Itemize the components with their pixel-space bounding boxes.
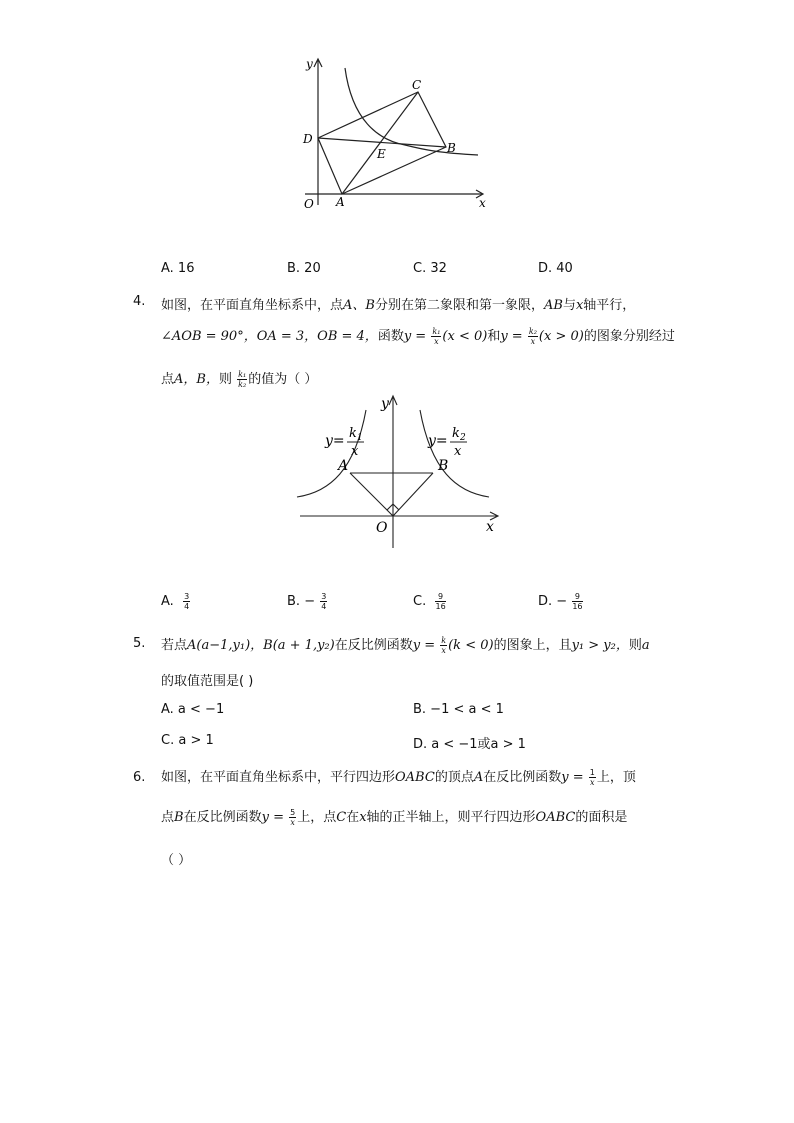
q4-option-d: D. − $\frac{9}{16}$ [538, 592, 583, 611]
fig2-eq-left-k: k [349, 426, 357, 441]
fig2-label-o: O [376, 520, 388, 536]
q5-line-1: 若点A(a−1,y₁)，B(a + 1,y₂)在反比例函数y = $\frac{k}{x}$ (k < 0)的图象上，且y₁ > y₂，则a [161, 636, 650, 655]
fig2-eq-right-den: x [454, 444, 462, 459]
q4-line-3: 点A，B，则 $\frac{\text{k₁}}{\text{k₂}}$ 的值为（ ） [161, 370, 318, 389]
fig2-label-x: x [486, 519, 494, 535]
fig2-eq-left-sub: 1 [357, 433, 363, 443]
q6-number: 6. [133, 770, 146, 785]
q5-option-d: D. a < −1或a > 1 [413, 737, 526, 752]
fig2-label-y: y [381, 396, 389, 412]
q4-frac-k1-k2: $\frac{\text{k₁}}{\text{k₂}}$ [238, 370, 247, 389]
q4-number: 4. [133, 294, 146, 309]
fig2-eq-left-den: x [351, 444, 359, 459]
q5-line-2: 的取值范围是( ) [161, 674, 254, 689]
fig1-label-x: x [479, 196, 486, 210]
fig1-label-b: B [447, 141, 456, 155]
fig1-label-e: E [377, 147, 386, 161]
q4-option-b: B. − $\frac{3}{4}$ [287, 592, 327, 611]
q4-option-c: C. $\frac{9}{16}$ [413, 592, 446, 611]
q3-option-d: D. 40 [538, 261, 573, 276]
fig1-label-a: A [336, 195, 345, 209]
fig1-label-d: D [303, 132, 313, 146]
q5-option-a: A. a < −1 [161, 702, 225, 717]
q6-line-2: 点B在反比例函数y = $\frac{5}{x}$ 上，点C在x轴的正半轴上，则平行四边形OABC的面积是 [161, 808, 628, 827]
q6-frac-5-x: $\frac{5}{x}$ [290, 808, 296, 827]
fig2-eq-right-k: k [452, 426, 460, 441]
fig2-eq-left-y: y= [325, 433, 345, 449]
q5-frac-k-x: $\frac{k}{x}$ [441, 636, 447, 655]
fig2-label-b: B [438, 458, 449, 474]
q6-line-1: 如图，在平面直角坐标系中，平行四边形OABC的顶点A在反比例函数y = $\frac{1}{x}$ 上，顶 [161, 768, 636, 787]
q3-option-b: B. 20 [287, 261, 321, 276]
fig2-label-a: A [338, 458, 349, 474]
q5-option-c: C. a > 1 [161, 733, 214, 748]
fig1-label-o: O [304, 197, 314, 211]
q6-line-3: （ ） [161, 853, 192, 868]
figure-1-diagram [290, 50, 500, 220]
q4-frac-k1-x: $\frac{\text{k₁}}{x}$ [432, 327, 441, 346]
q5-number: 5. [133, 636, 146, 651]
q5-option-b: B. −1 < a < 1 [413, 702, 504, 717]
fig2-eq-right-sub: 2 [460, 433, 466, 443]
diagonal-ac [342, 92, 418, 194]
segment-oa [350, 473, 393, 516]
fig2-eq-right-y: y= [428, 433, 448, 449]
q6-frac-1-x: $\frac{1}{x}$ [589, 768, 595, 787]
q4-line-1: 如图，在平面直角坐标系中，点A、B分别在第二象限和第一象限，AB与x轴平行， [161, 298, 636, 313]
q3-option-c: C. 32 [413, 261, 447, 276]
fig1-label-y: y [306, 57, 313, 71]
q4-frac-k2-x: $\frac{\text{k₂}}{x}$ [528, 327, 537, 346]
q4-line-2: ∠AOB = 90°，OA = 3，OB = 4，函数y = $\frac{\text{k₁}}{x}$ (x < 0)和y = $\frac{\text{k₂}}{x}$ (x > 0)的图象分别经过 [161, 327, 675, 346]
q4-option-a: A. $\frac{3}{4}$ [161, 592, 190, 611]
fig1-label-c: C [412, 78, 422, 92]
q3-option-a: A. 16 [161, 261, 195, 276]
figure-2-diagram [290, 390, 510, 555]
